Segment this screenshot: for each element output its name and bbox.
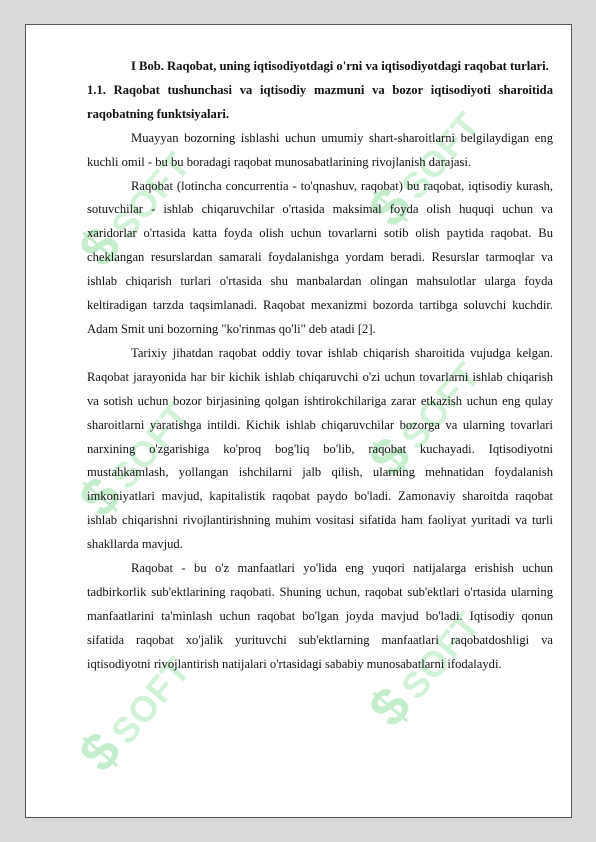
watermark-logo: $SOFT [357,603,489,738]
watermark-logo: $SOFT [357,103,489,238]
watermark-logo: $SOFT [67,648,199,783]
watermark-logo: $SOFT [357,353,489,488]
document-page [25,24,572,818]
watermark-logo: $SOFT [67,393,199,528]
paragraph: Raqobat (lotincha concurrentia - to'qnashuv, raqobat) bu raqobat, iqtisodiy kurash, sotuvchilar - ishlab chiqaruvchilar o'rtasida maksimal foyda olish huquqi uchun va xaridorlar o'rtasida katta foyda olish uchun tovarlarni sotib olish paytida raqobat. Bu cheklangan resurslardan samarali foydalanishga yordam beradi. Resurslar tarmoqlar va ishlab chiqarish turlari o'rtasida shu manbalardan olingan mahsulotlar ularga foyda keltiradigan tarzda taqsimlanadi. Raqobat mexanizmi bozorda tartibga soluvchi kuchdir. Adam Smit uni bozorning "ko'rinmas qo'li" deb atadi [2]. [87,178,553,336]
paragraph: Tarixiy jihatdan raqobat oddiy tovar ishlab chiqarish sharoitida vujudga kelgan. Raqobat jarayonida har bir kichik ishlab chiqaruvchi o'zi uchun tovarlarni ishlab chiqarish va sotish uchun bozor birjasining qolgan ishtirokchilariga zarar etkazish uchun eng qulay sharoitlarni yaratishga intildi. Kichik ishlab chiqaruvchilar bozorga va ularning tovarlari narxining o'zgarishiga ko'proq bog'liq bo'lib, raqobat kuchayadi. Iqtisodiyotni mustahkamlash, yollangan ishchilarni jalb qilish, ularning mehnatidan foydalanish imkoniyatlari mavjud, kapitalistik raqobat paydo bo'ladi. Zamonaviy sharoitda raqobat ishlab chiqarishni rivojlantirishning muhim vositasi sifatida ham faoliyat yuritadi va turli shakllarda mavjud. [87,345,553,552]
section-heading: 1.1. Raqobat tushunchasi va iqtisodiy mazmuni va bozor iqtisodiyoti sharoitida raqobatning funktsiyalari. [87,82,553,121]
paragraph: Muayyan bozorning ishlashi uchun umumiy shart-sharoitlarni belgilaydigan eng kuchli omil - bu bu boradagi raqobat munosabatlarining rivojlanish darajasi. [87,130,553,169]
document-body [87,55,553,677]
watermark-logo: $SOFT [67,143,199,278]
paragraph: Raqobat - bu o'z manfaatlari yo'lida eng yuqori natijalarga erishish uchun tadbirkorlik sub'ektlarining raqobati. Shuning uchun, raqobat sub'ektlari o'rtasida ularning manfaatlarini ta'minlash uchun raqobat bo'lgan joyda mavjud bo'ladi. Iqtisodiy qonun sifatida raqobat xo'jalik yurituvchi sub'ektlarning manfaatlari raqobatdoshligi va iqtisodiyotni rivojlantirish natijalari o'rtasidagi sababiy munosabatlarni ifodalaydi. [87,561,553,671]
chapter-heading: I Bob. Raqobat, uning iqtisodiyotdagi o'rni va iqtisodiyotdagi raqobat turlari. [131,59,549,73]
